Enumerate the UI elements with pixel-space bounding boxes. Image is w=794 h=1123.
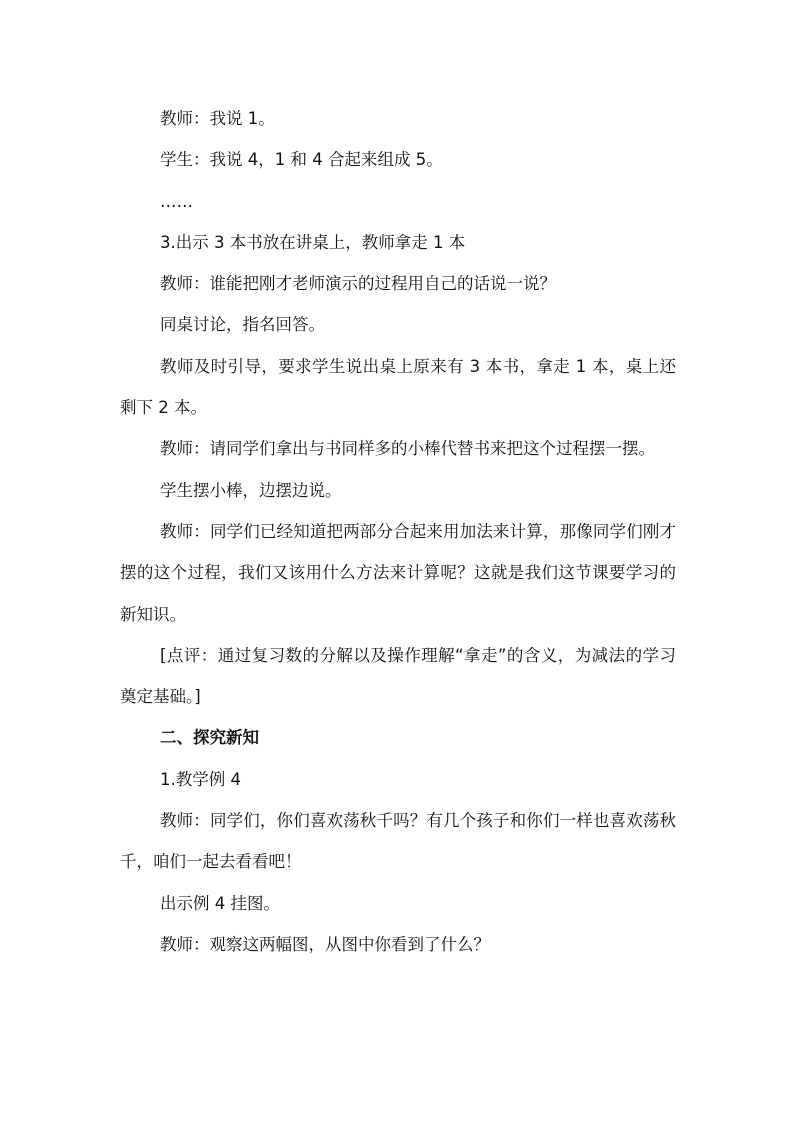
paragraph-teacher-sticks: 教师：请同学们拿出与书同样多的小棒代替书来把这个过程摆一摆。	[160, 439, 655, 459]
paragraph-teacher-says-1: 教师：我说 1。	[160, 109, 275, 128]
paragraph-ellipsis: ……	[160, 191, 193, 211]
paragraph-comment: [点评：通过复习数的分解以及操作理解“拿走”的含义，为减法的学习奠定基础。]	[120, 645, 676, 707]
paragraph-show-picture: 出示例 4 挂图。	[160, 893, 280, 913]
paragraph-show-books: 3.出示 3 本书放在讲桌上，教师拿走 1 本	[160, 232, 466, 252]
paragraph-example-4: 1.教学例 4	[160, 769, 241, 789]
paragraph-teacher-question: 教师：谁能把刚才老师演示的过程用自己的话说一说？	[160, 274, 556, 294]
paragraph-teacher-observe: 教师：观察这两幅图，从图中你看到了什么？	[160, 934, 490, 954]
paragraph-teacher-guidance: 教师及时引导，要求学生说出桌上原来有 3 本书，拿走 1 本，桌上还剩下 2 本。	[120, 356, 676, 418]
paragraph-teacher-new-knowledge: 教师：同学们已经知道把两部分合起来用加法来计算，那像同学们刚才摆的这个过程，我们又该用什么方法来计算呢？这就是我们这节课要学习的新知识。	[120, 521, 676, 624]
paragraph-teacher-swing: 教师：同学们，你们喜欢荡秋千吗？有几个孩子和你们一样也喜欢荡秋千，咱们一起去看看吧！	[120, 811, 676, 872]
paragraph-student-says-4: 学生：我说 4，1 和 4 合起来组成 5。	[160, 150, 443, 170]
section-heading-explore: 二、探究新知	[160, 728, 259, 748]
document-body	[120, 98, 676, 965]
paragraph-desk-discussion: 同桌讨论，指名回答。	[160, 315, 325, 335]
paragraph-student-sticks: 学生摆小棒，边摆边说。	[160, 480, 342, 500]
